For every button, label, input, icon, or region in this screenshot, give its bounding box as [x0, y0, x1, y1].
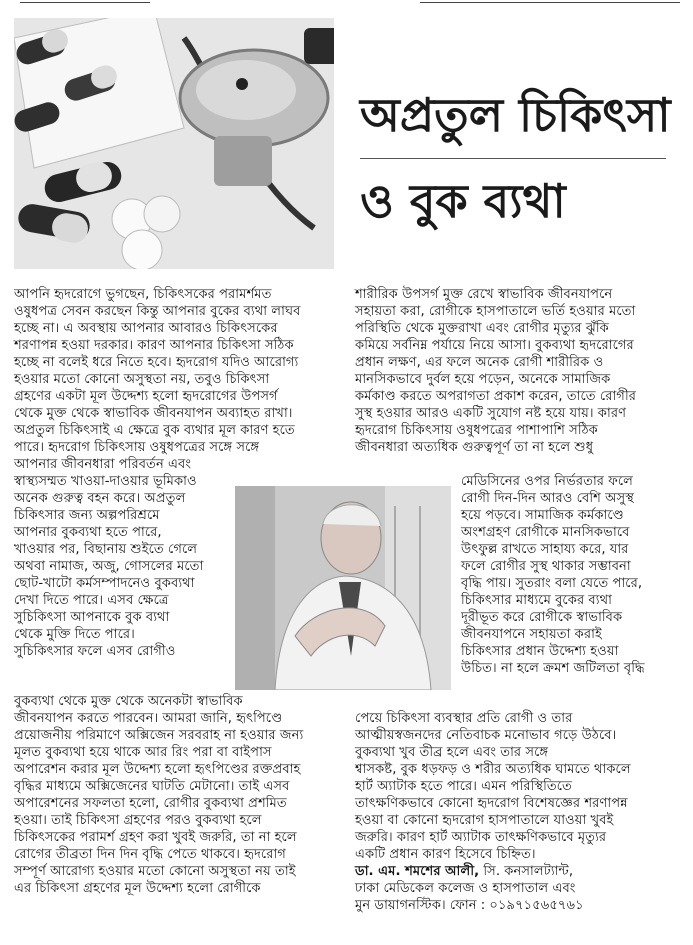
- col1-line: সম্পূর্ণ আরোগ্য হওয়ার মতো কোনো অসুস্থতা নয় তাই: [14, 864, 296, 879]
- col2-line: প্রধান লক্ষণ, এর ফলে অনেক রোগী শারীরিক ও: [355, 355, 604, 370]
- col2-line: শারীরিক উপসর্গ মুক্ত রেখে স্বাভাবিক জীবনযাপনে: [355, 287, 613, 302]
- col2-line: আত্মীয়স্বজনদের নেতিবাচক মনোভাব গড়ে উঠবে।: [355, 728, 617, 743]
- col1-line: হওয়ার মতো কোনো অসুস্থতা নয়, তবুও চিকিৎসা: [14, 372, 270, 387]
- col1-wrap-line: থেকে মুক্তি দিতে পারে।: [14, 627, 135, 642]
- col2-line: হার্ট অ্যাটাক হতে পারে। এমন পরিস্থিতিতে: [355, 779, 572, 794]
- col2-wrap-line: জীবনযাপনে সহায়তা করাই: [461, 627, 602, 642]
- col2-line: মানসিকভাবে দুর্বল হয়ে পড়েন, অনেকে সামাজিক: [355, 372, 611, 387]
- col2-line: পরিস্থিতি থেকে মুক্তরাখা এবং রোগীর মৃত্যুর ঝুঁকি: [355, 321, 609, 336]
- col2-wrap-line: বৃদ্ধি পায়। সুতরাং বলা যেতে পারে,: [461, 576, 643, 591]
- col1-line: চিকিৎসকের পরামর্শ গ্রহণ করা খুবই জরুরি, তা না হলে: [14, 830, 297, 845]
- stethoscope-and-pills-photo: [14, 18, 334, 269]
- col1-line: হচ্ছে না। এ অবস্থায় আপনার আবারও চিকিৎসকের: [14, 321, 278, 336]
- top-rule-right: [420, 2, 680, 3]
- col1-line: অপ্রতুল চিকিৎসাই এ ক্ষেত্রে বুক ব্যথার মূল কারণ হতে: [14, 423, 295, 438]
- col1-line: গ্রহণের একটা মূল উদ্দেশ্য হলো হৃদরোগের উপসর্গ: [14, 389, 278, 404]
- col1-line: বুকব্যথা থেকে মুক্ত থেকে অনেকটা স্বাভাবিক: [14, 694, 243, 709]
- col1-wrap-line: অথবা নামাজ, অজু, গোসলের মতো: [14, 559, 204, 574]
- author-title: সি. কনসালট্যান্ট,: [479, 864, 574, 879]
- col2-line: পেয়ে চিকিৎসা ব্যবস্থার প্রতি রোগী ও তার: [355, 711, 573, 726]
- col1-line: রোগের তীব্রতা দিন দিন বৃদ্ধি পেতে থাকবে। হৃদরোগ: [14, 847, 286, 862]
- col1-wrap-line: অনেক গুরুত্ব বহন করে। অপ্রতুল: [14, 491, 186, 506]
- col1-wrap-line: খাওয়ার পর, বিছানায় শুইতে গেলে: [14, 542, 198, 557]
- col1-line: হচ্ছে না বলেই ধরে নিতে হবে। হৃদরোগ যদিও আরোগ্য: [14, 355, 299, 370]
- col2-line: হৃদরোগ চিকিৎসায় ওষুধপত্রের পাশাপাশি সঠিক: [355, 423, 598, 438]
- headline-divider: [360, 158, 666, 159]
- top-rule-left: [20, 2, 150, 3]
- col1-line: প্রয়োজনীয় পরিমাণে অক্সিজেন সরবরাহ না হওয়ার জন্য: [14, 728, 304, 743]
- col2-wrap-line: হয়ে পড়বে। সামাজিক কর্মকাণ্ডে: [461, 508, 624, 523]
- col2-line: সহায়তা করা, রোগীকে হাসপাতালে ভর্তি হওয়ার মতো: [355, 304, 636, 319]
- headline-line-2: ও বুক ব্যথা: [360, 174, 566, 228]
- col2-line: কমিয়ে সর্বনিম্ন পর্যায়ে নিয়ে আসা। বুকব্যথা হৃদরোগের: [355, 338, 634, 353]
- col1-wrap-line: স্বাস্থ্যসম্মত খাওয়া-দাওয়ার ভূমিকাও: [14, 474, 197, 489]
- col1-wrap-line: ছোট-খাটো কর্মসম্পাদনেও বুকব্যথা: [14, 576, 195, 591]
- col2-line: বুকব্যথা খুব তীব্র হলে এবং তার সঙ্গে: [355, 745, 549, 760]
- col1-line: বৃদ্ধির মাধ্যমে অক্সিজেনের ঘাটতি মেটানো। তাই এসব: [14, 779, 290, 794]
- col1-wrap-line: চিকিৎসার জন্য অল্পপরিশ্রমে: [14, 508, 160, 523]
- man-with-chest-pain-photo: [235, 486, 451, 690]
- author-affiliation: ঢাকা মেডিকেল কলেজ ও হাসপাতাল এবং: [355, 881, 576, 896]
- col1-wrap-line: সুচিকিৎসার ফলে এসব রোগীও: [14, 644, 176, 659]
- col2-line: জরুরি। কারণ হার্ট অ্যাটাক তাৎক্ষণিকভাবে মৃত্যুর: [355, 830, 607, 845]
- col1-wrap-line: আপনার বুকব্যথা হতে পারে,: [14, 525, 162, 540]
- col1-line: অপারেশন করার মূল উদ্দেশ্য হলো হৃৎপিণ্ডের রক্তপ্রবাহ: [14, 762, 301, 777]
- col2-wrap-line: চিকিৎসার প্রধান উদ্দেশ্য হওয়া: [461, 644, 619, 659]
- col2-wrap-line: ফলে রোগীর সুস্থ থাকার সম্ভাবনা: [461, 559, 631, 574]
- col2-line: একটি প্রধান কারণ হিসেবে চিহ্নিত।: [355, 847, 536, 862]
- chest-pain-illustration: [235, 486, 451, 690]
- col1-wrap-line: দেখা দিতে পারে। এসব ক্ষেত্রে: [14, 593, 169, 608]
- author-contact: মুন ডায়াগনস্টিক। ফোন : ০১৯৭১৫৬৫৭৬১: [355, 898, 584, 913]
- col2-line: সুস্থ হওয়ার আরও একটি সুযোগ নষ্ট হয়ে যায়। কারণ: [355, 406, 627, 421]
- col1-line: জীবনযাপন করতে পারবেন। আমরা জানি, হৃৎপিণ্ডে: [14, 711, 283, 726]
- col2-line: হওয়া বা কোনো হৃদরোগ হাসপাতালে যাওয়া খুবই: [355, 813, 614, 828]
- col2-wrap-line: মেডিসিনের ওপর নির্ভরতার ফলে: [461, 474, 634, 489]
- col1-line: মূলত বুকব্যথা হয়ে থাকে আর রিং পরা বা বাইপাস: [14, 745, 272, 760]
- author-name: ডা. এম. শমশের আলী,: [355, 864, 480, 879]
- col2-wrap-line: রোগী দিন-দিন আরও বেশি অসুস্থ: [461, 491, 634, 506]
- col2-line: জীবনধারা অত্যধিক গুরুত্বপূর্ণ তা না হলে শুধু: [355, 440, 594, 455]
- col2-line: তাৎক্ষণিকভাবে কোনো হৃদরোগ বিশেষজ্ঞের শরণাপন্ন: [355, 796, 628, 811]
- col1-wrap-line: সুচিকিৎসা আপনাকে বুক ব্যথা: [14, 610, 170, 625]
- col2-line: কর্মকাণ্ড করতে অপরাগতা প্রকাশ করেন, তাতে রোগীর: [355, 389, 636, 404]
- col1-line: হওয়া। তাই চিকিৎসা গ্রহণের পরও বুকব্যথা হলে: [14, 813, 262, 828]
- col2-wrap-line: উৎফুল্ল রাখতে সাহায্য করে, যার: [461, 542, 629, 557]
- col1-line: পারে। হৃদরোগ চিকিৎসায় ওষুধপত্রের সঙ্গে সঙ্গে: [14, 440, 260, 455]
- col1-line: অপারেশনের সফলতা হলো, রোগীর বুকব্যথা প্রশমিত: [14, 796, 287, 811]
- col1-wrap-line: আপনার জীবনধারা পরিবর্তন এবং: [14, 457, 192, 472]
- col2-line: শ্বাসকষ্ট, বুক ধড়ফড় ও শরীর অত্যধিক ঘামতে থাকলে: [355, 762, 631, 777]
- col1-line: শরণাপন্ন হওয়া দরকার। কারণ আপনার চিকিৎসা সঠিক: [14, 338, 294, 353]
- col1-line: থেকে মুক্ত থেকে স্বাভাবিক জীবনযাপন অব্যাহত রাখা।: [14, 406, 293, 421]
- col2-wrap-line: অংশগ্রহণ রোগীকে মানসিকভাবে: [461, 525, 630, 540]
- col1-line: আপনি হৃদরোগে ভুগছেন, চিকিৎসকের পরামর্শমত: [14, 287, 272, 302]
- author-credit: [355, 863, 573, 880]
- stethoscope-illustration: [14, 18, 334, 269]
- col2-wrap-line: চিকিৎসার মাধ্যমে বুকের ব্যথা: [461, 593, 612, 608]
- col2-wrap-line: দূরীভূত করে রোগীকে স্বাভাবিক: [461, 610, 623, 625]
- col2-wrap-line: উচিত। না হলে ক্রমশ জটিলতা বৃদ্ধি: [461, 661, 645, 676]
- col1-line: এর চিকিৎসা গ্রহণের মূল উদ্দেশ্য হলো রোগীকে: [14, 881, 261, 896]
- col1-line: ওষুধপত্র সেবন করছেন কিন্তু আপনার বুকের ব্যথা লাঘব: [14, 304, 301, 319]
- headline-line-1: অপ্রতুল চিকিৎসা: [360, 88, 671, 142]
